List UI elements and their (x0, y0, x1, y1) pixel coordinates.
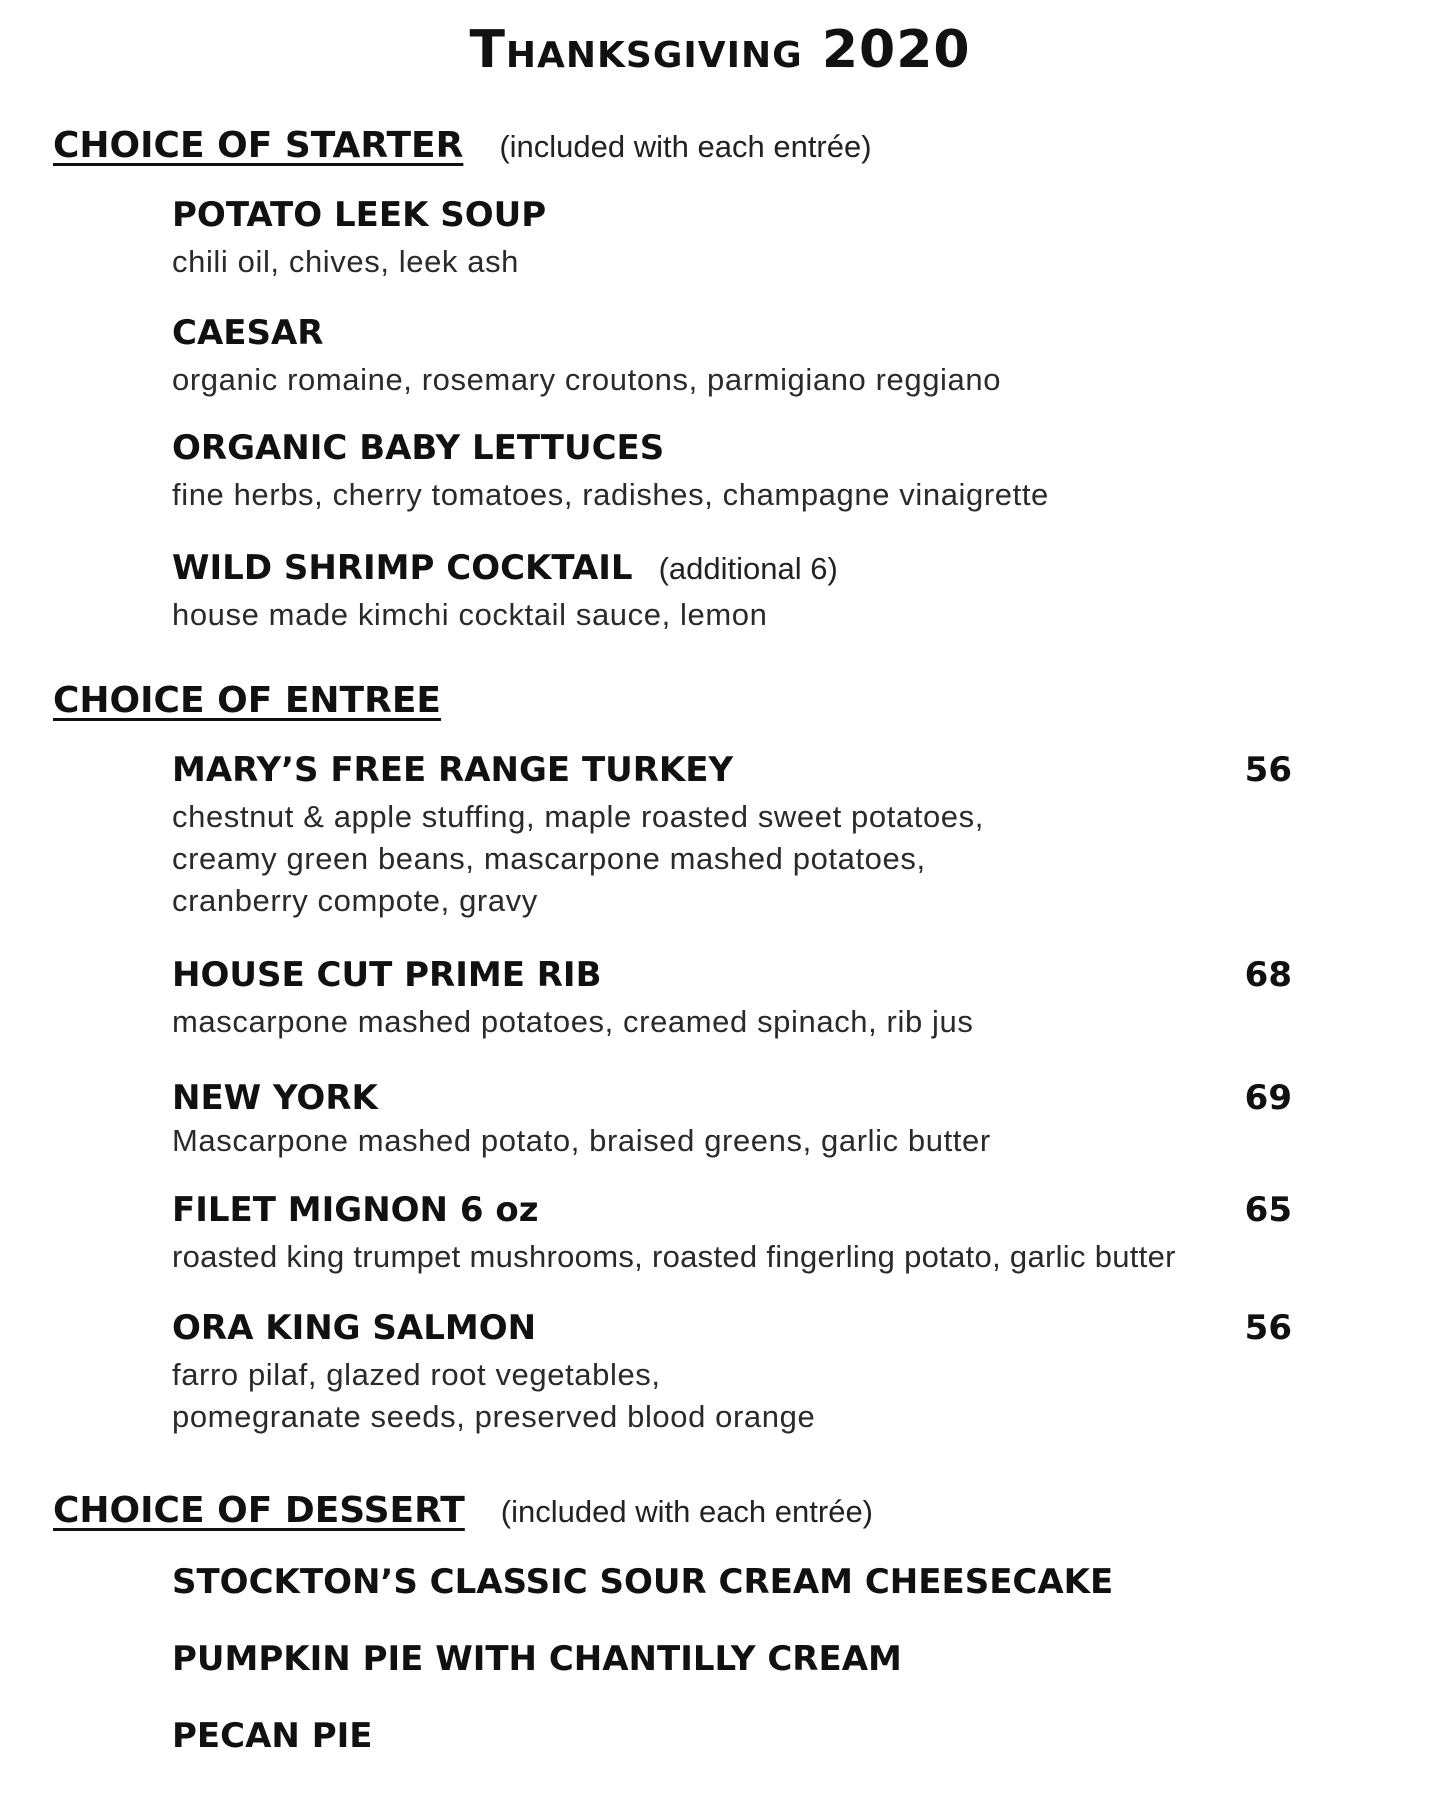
item-surcharge: (additional 6) (658, 551, 838, 586)
menu-item (172, 195, 1292, 283)
item-description: fine herbs, cherry tomatoes, radishes, champagne vinaigrette (172, 477, 1049, 512)
starter-heading: CHOICE OF STARTER (53, 125, 464, 166)
menu-item (172, 548, 1292, 636)
menu-item (172, 1639, 1292, 1679)
item-price: 56 (1244, 1308, 1292, 1348)
item-description: mascarpone mashed potatoes, creamed spinach, rib jus (172, 1004, 974, 1039)
item-name: STOCKTON’S CLASSIC SOUR CREAM CHEESECAKE (172, 1562, 1114, 1602)
item-name: WILD SHRIMP COCKTAIL (172, 548, 633, 588)
item-description: house made kimchi cocktail sauce, lemon (172, 597, 768, 632)
item-description: roasted king trumpet mushrooms, roasted fingerling potato, garlic butter (172, 1239, 1176, 1274)
item-name: ORA KING SALMON (172, 1308, 537, 1348)
item-name: MARY’S FREE RANGE TURKEY (172, 750, 734, 790)
item-price: 65 (1244, 1190, 1292, 1230)
item-name: HOUSE CUT PRIME RIB (172, 955, 602, 995)
item-price: 56 (1244, 750, 1292, 790)
menu-item (172, 1078, 1292, 1162)
item-name: NEW YORK (172, 1078, 378, 1118)
page-title-text: Thanksgiving 2020 (469, 20, 971, 80)
menu-item (172, 750, 1292, 922)
starter-note: (included with each entrée) (499, 129, 872, 164)
item-name: CAESAR (172, 313, 324, 353)
dessert-heading: CHOICE OF DESSERT (53, 1490, 465, 1531)
starter-section-header (53, 125, 872, 166)
item-price: 68 (1244, 955, 1292, 995)
menu-item (172, 1716, 1292, 1756)
menu-item (172, 1308, 1292, 1438)
menu-item (172, 1562, 1292, 1602)
item-name: FILET MIGNON 6 oz (172, 1190, 539, 1230)
entree-heading: CHOICE OF ENTREE (53, 680, 442, 721)
menu-item (172, 1190, 1292, 1278)
menu-item (172, 955, 1292, 1043)
item-name: PUMPKIN PIE WITH CHANTILLY CREAM (172, 1639, 902, 1679)
dessert-section-header (53, 1490, 873, 1531)
item-name: POTATO LEEK SOUP (172, 195, 547, 235)
item-description: organic romaine, rosemary croutons, parmigiano reggiano (172, 362, 1002, 397)
item-name: PECAN PIE (172, 1716, 373, 1756)
item-description: farro pilaf, glazed root vegetables, pomegranate seeds, preserved blood orange (172, 1357, 816, 1434)
item-description: chili oil, chives, leek ash (172, 244, 520, 279)
item-name: ORGANIC BABY LETTUCES (172, 428, 665, 468)
item-price: 69 (1244, 1078, 1292, 1118)
dessert-note: (included with each entrée) (500, 1494, 874, 1529)
item-description: chestnut & apple stuffing, maple roasted sweet potatoes, creamy green beans, mascarpone mashed potatoes, cranberry compote, gravy (172, 799, 984, 918)
menu-item (172, 428, 1292, 516)
menu-item (172, 313, 1292, 401)
entree-section-header (53, 680, 441, 721)
item-description: Mascarpone mashed potato, braised greens, garlic butter (172, 1123, 991, 1158)
page-title (0, 20, 1440, 80)
